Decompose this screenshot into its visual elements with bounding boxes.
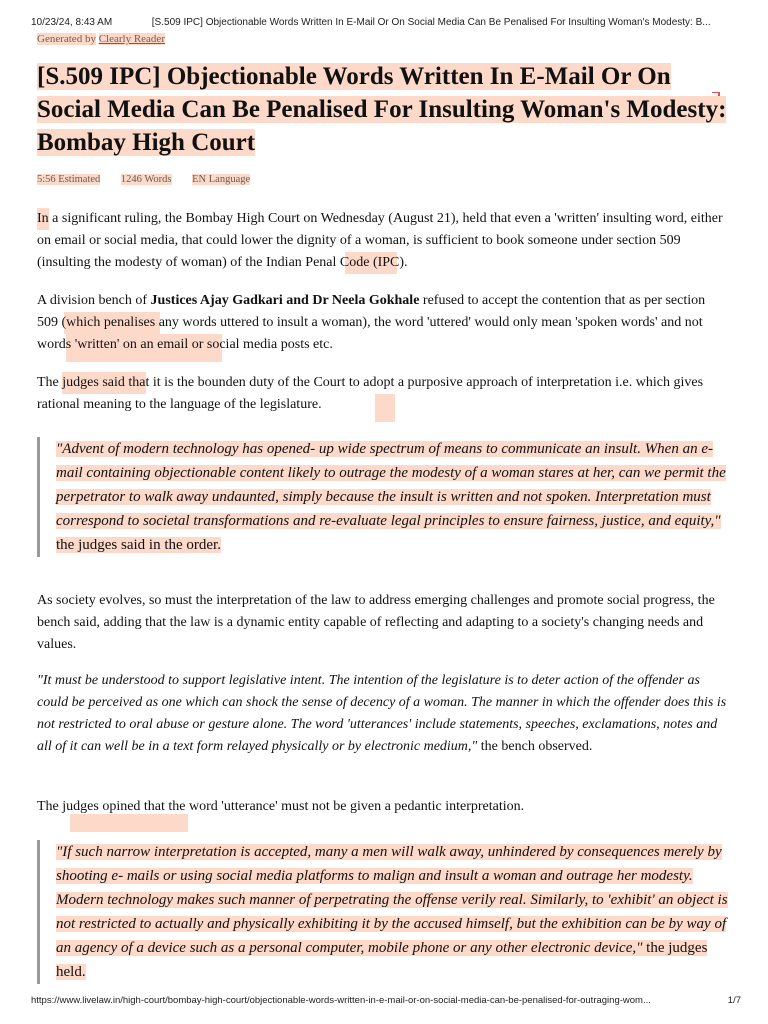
generated-by-prefix: Generated by [37,33,96,45]
page-number: 1/7 [727,995,741,1006]
article-meta [37,174,268,185]
reading-time: 5:56 Estimated [37,174,101,185]
paragraph-4: As society evolves, so must the interpretation of the law to address emerging challenges and promote social progress, the bench said, adding that the law is a dynamic entity capable of reflecting and adapting to a society's changing needs and values. [37,593,715,652]
clearly-reader-link[interactable]: Clearly Reader [98,33,165,45]
quote-1-text: "Advent of modern technology has opened- up wide spectrum of means to communicate an insult. When an e-mail containing objectionable content likely to outrage the modesty of a woman stares at her, can we permit the perpetrator to walk away undaunted, simply because the insult is written and not spoken. Interpretation must correspond to societal transformations and re-evaluate legal principles to ensure fairness, justice, and equity," [56,441,726,529]
pdf-print-header [31,17,761,28]
quote-1-attribution: the judges said in the order. [56,537,221,553]
quote-2-text: "If such narrow interpretation is accepted, many a men will walk away, unhindered by consequences merely by shooting e- mails or using social media platforms to malign and insult a woman and outrage her modesty. Modern technology makes such manner of perpetrating the offense verily real. Similarly, to 'exhibit' an object is not restricted to actually and physically exhibiting it by the accused himself, but the exhibition can be by way of an agency of a device such as a personal computer, mobile phone or any other electronic device," [56,844,728,956]
quote-2-attribution: the judges held. [56,940,708,980]
judges-names: Justices Ajay Gadkari and Dr Neela Gokhale [150,293,420,308]
paragraph-2: A division bench of Justices Ajay Gadkari and Dr Neela Gokhale refused to accept the contention that as per section 509 (which penalises any words uttered to insult a woman), the word 'uttered' would only mean 'spoken words' and not words 'written' on an email or social media posts etc. [37,293,706,352]
print-url: https://www.livelaw.in/high-court/bombay-high-court/objectionable-words-written-in-e-mail-or-on-social-media-can-be-penalised-for-outraging-wom... [31,995,651,1006]
paragraph-1: In a significant ruling, the Bombay High Court on Wednesday (August 21), held that even a 'written' insulting word, either on email or social media, that could lower the dignity of a woman, is sufficient to book someone under section 509 (insulting the modesty of woman) of the Indian Penal Code (IPC). [37,211,723,270]
blockquote-2 [37,840,736,984]
generated-by [37,33,165,45]
print-datetime: 10/23/24, 8:43 AM [31,17,113,28]
word-count: 1246 Words [120,174,172,185]
paragraph-5: "It must be understood to support legislative intent. The intention of the legislature is to deter action of the offender as could be perceived as one which can shock the sense of decency of a woman. The manner in which the offender does this is not restricted to oral abuse or gesture alone. The word 'utterances' include statements, speeches, exclamations, notes and all of it can well be in a text form relayed physically or by electronic medium," the bench observed. [37,673,727,754]
article-title: [S.509 IPC] Objectionable Words Written In E-Mail Or On Social Media Can Be Penalised For Insulting Woman's Modesty: Bombay High Court [37,63,727,156]
pdf-print-footer [31,995,741,1006]
paragraph-3: The judges said that it is the bounden duty of the Court to adopt a purposive approach of interpretation i.e. which gives rational meaning to the language of the legislature. [37,375,704,412]
print-page-title: [S.509 IPC] Objectionable Words Written In E-Mail Or On Social Media Can Be Penalised For Insulting Woman's Modesty: B... [151,17,711,28]
blockquote-1 [37,437,736,557]
paragraph-6: The judges opined that the word 'utterance' must not be given a pedantic interpretation. [37,799,525,814]
language: EN Language [192,174,251,185]
